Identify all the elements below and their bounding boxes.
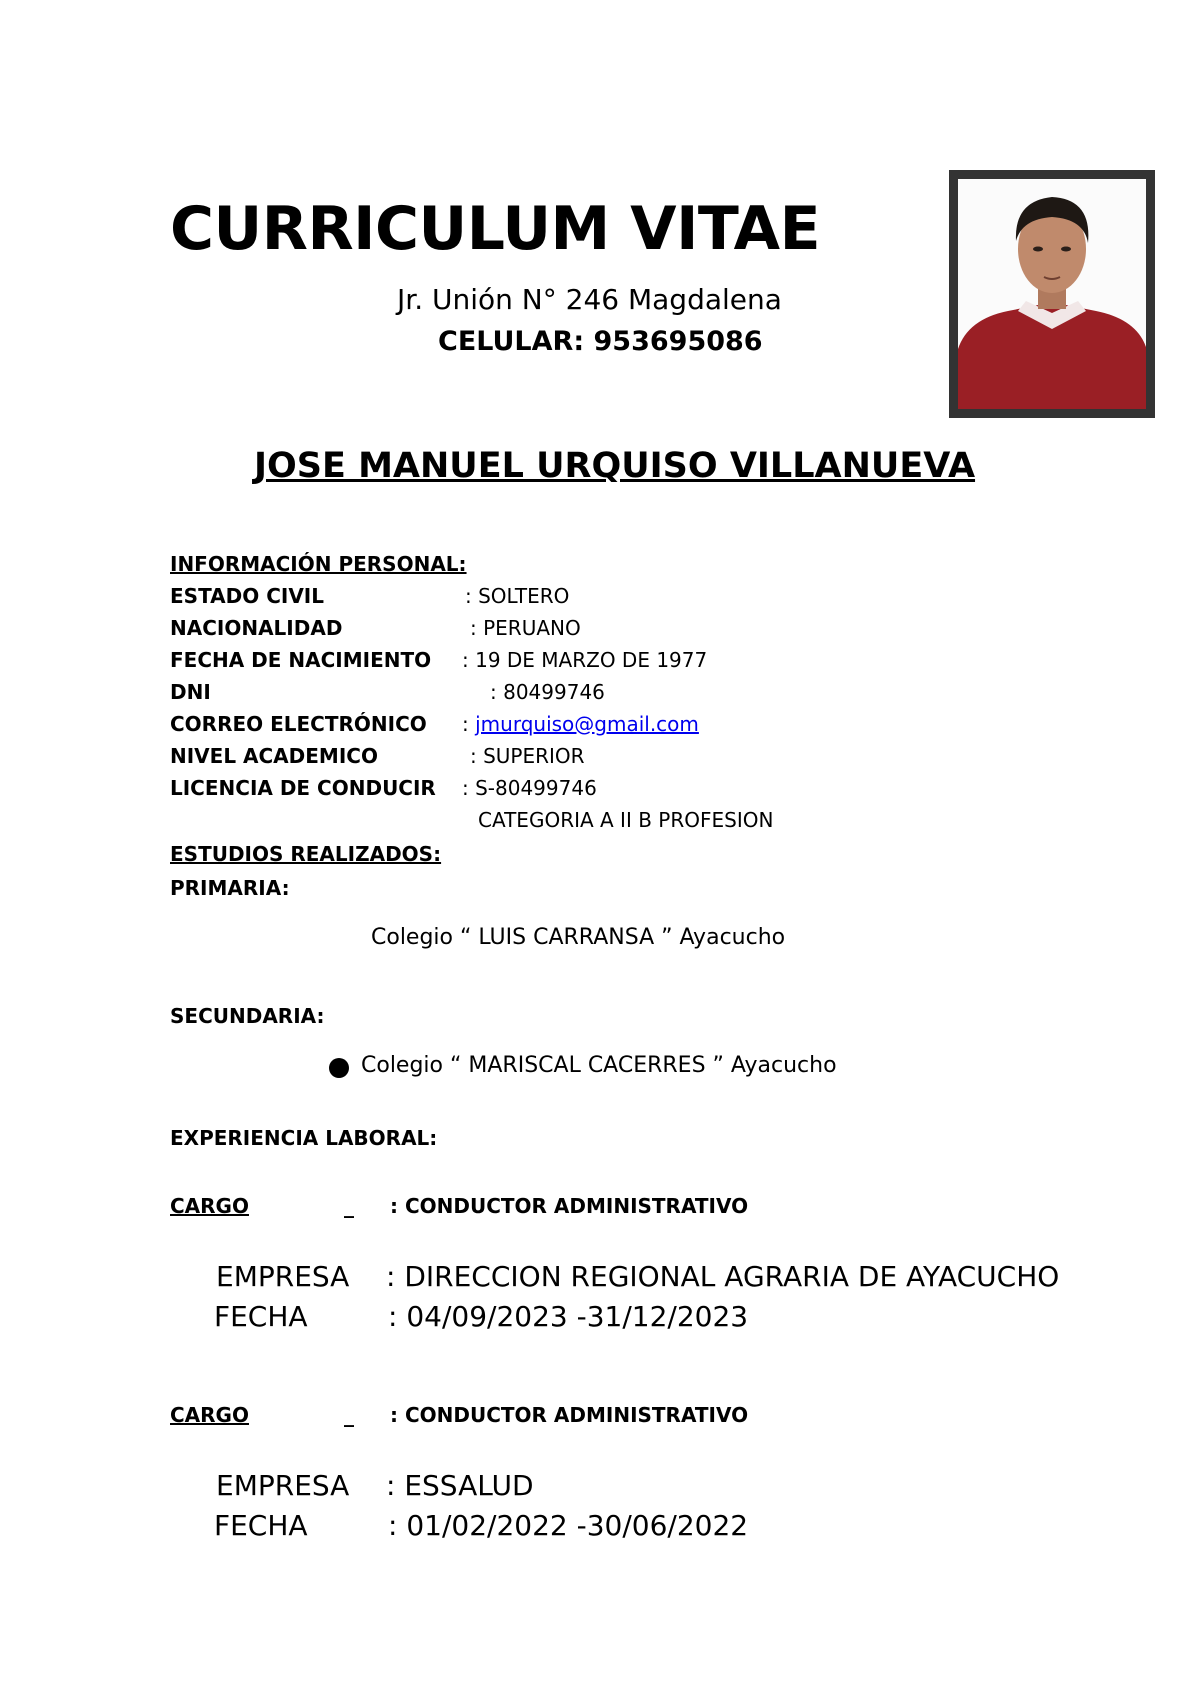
fecha-nacimiento-value: : 19 DE MARZO DE 1977 — [462, 648, 708, 672]
secundaria-label: SECUNDARIA: — [170, 1004, 325, 1028]
nacionalidad-label: NACIONALIDAD — [170, 616, 343, 640]
correo-value — [462, 712, 699, 736]
dni-label: DNI — [170, 680, 211, 704]
job2-fecha-value: : 01/02/2022 -30/06/2022 — [388, 1509, 749, 1542]
correo-label: CORREO ELECTRÓNICO — [170, 712, 427, 736]
job2-cargo-value: : CONDUCTOR ADMINISTRATIVO — [390, 1403, 749, 1427]
licencia-value: : S-80499746 — [462, 776, 597, 800]
job2-cargo-label: CARGO — [170, 1403, 249, 1427]
job2-empresa-label: EMPRESA — [216, 1469, 350, 1502]
job1-cargo-value: : CONDUCTOR ADMINISTRATIVO — [390, 1194, 749, 1218]
job1-empresa-value: : DIRECCION REGIONAL AGRARIA DE AYACUCHO — [386, 1260, 1060, 1293]
job1-cargo-label: CARGO — [170, 1194, 249, 1218]
nivel-academico-label: NIVEL ACADEMICO — [170, 744, 378, 768]
personal-info-heading: INFORMACIÓN PERSONAL: — [170, 552, 467, 576]
estado-civil-label: ESTADO CIVIL — [170, 584, 324, 608]
secundaria-colegio: Colegio “ MARISCAL CACERRES ” Ayacucho — [361, 1053, 837, 1078]
estado-civil-value: : SOLTERO — [465, 584, 570, 608]
document-title: CURRICULUM VITAE — [170, 194, 821, 264]
bullet-icon — [329, 1058, 349, 1078]
licencia-label: LICENCIA DE CONDUCIR — [170, 776, 436, 800]
fecha-nacimiento-label: FECHA DE NACIMIENTO — [170, 648, 432, 672]
job2-fecha-label: FECHA — [214, 1509, 308, 1542]
primaria-colegio: Colegio “ LUIS CARRANSA ” Ayacucho — [371, 925, 786, 950]
job1-empresa-label: EMPRESA — [216, 1260, 350, 1293]
dni-value: : 80499746 — [490, 680, 605, 704]
job2-dash: _ — [344, 1403, 354, 1427]
job2-empresa-value: : ESSALUD — [386, 1469, 534, 1502]
email-link[interactable]: jmurquiso@gmail.com — [475, 712, 699, 736]
correo-colon: : — [462, 712, 469, 736]
phone: CELULAR: 953695086 — [438, 326, 763, 357]
address: Jr. Unión N° 246 Magdalena — [397, 283, 782, 316]
estudios-heading: ESTUDIOS REALIZADOS: — [170, 842, 442, 866]
profile-photo — [949, 170, 1155, 418]
primaria-label: PRIMARIA: — [170, 876, 290, 900]
full-name: JOSE MANUEL URQUISO VILLANUEVA — [254, 446, 976, 486]
job1-fecha-label: FECHA — [214, 1300, 308, 1333]
job1-fecha-value: : 04/09/2023 -31/12/2023 — [388, 1300, 749, 1333]
licencia-categoria: CATEGORIA A II B PROFESION — [478, 808, 774, 832]
nacionalidad-value: : PERUANO — [470, 616, 581, 640]
nivel-academico-value: : SUPERIOR — [470, 744, 585, 768]
job1-dash: _ — [344, 1194, 354, 1218]
experiencia-heading: EXPERIENCIA LABORAL: — [170, 1126, 438, 1150]
